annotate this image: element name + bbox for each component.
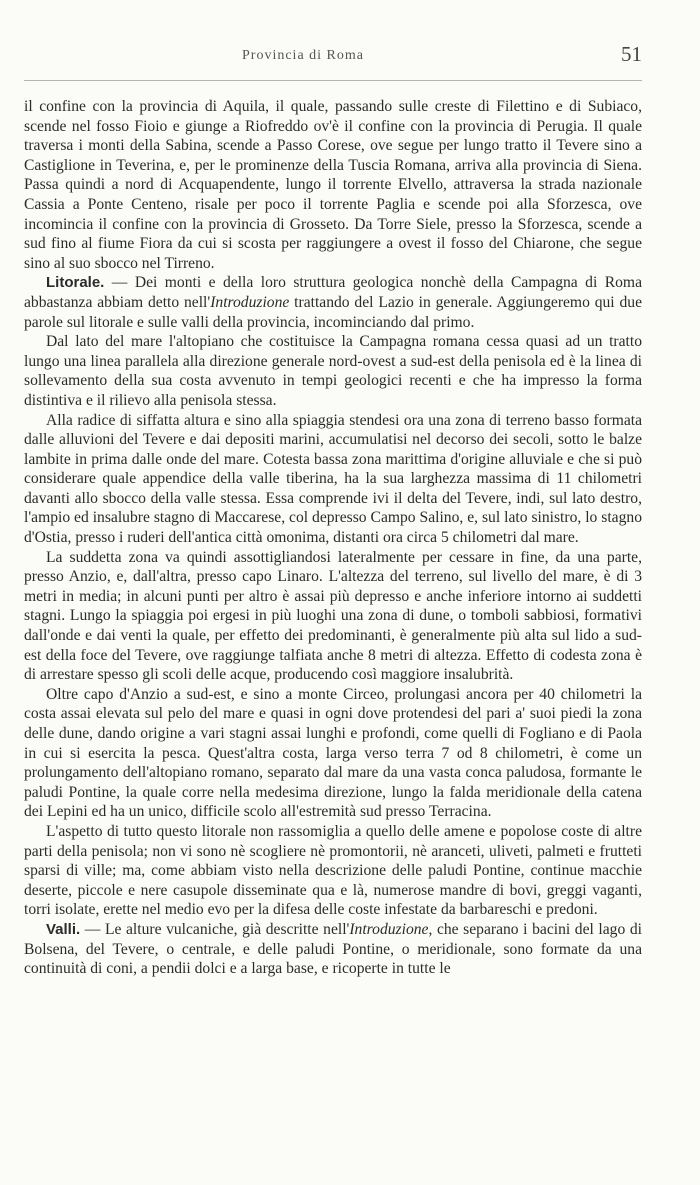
paragraph [24, 822, 642, 920]
section-heading: Valli. [46, 920, 81, 938]
paragraph-text: — Le alture vulcaniche, già descritte nell' [80, 920, 350, 938]
paragraph-text: Dal lato del mare l'altopiano che costituisce la Campagna romana cessa quasi ad un tratto lungo una linea parallela alla direzione generale nord-ovest a sud-est della penisola ed è la linea di sollevamento della sua costa avvenuto in tempi geologici recenti e che ha impresso la forma distintiva e il rilievo alla penisola stessa. [24, 333, 642, 409]
paragraph-text: , che separano i bacini del lago di Bolsena, del Tevere, o centrale, e delle paludi Pontine, o meridionale, sono formate da una continuità di coni, a pendii dolci e a larga base, e ricoperte in tutte le [24, 920, 642, 978]
page-number: 51 [621, 42, 642, 66]
paragraph [24, 273, 642, 332]
paragraph-text: — Dei monti e della loro struttura geologica nonchè della Campagna di Roma abbastanza abbiam detto nell' [24, 274, 642, 311]
running-title: Provincia di Roma [242, 48, 364, 63]
paragraph-text: La suddetta zona va quindi assottigliandosi lateralmente per cessare in fine, da una parte, presso Anzio, e, dall'altra, presso capo Linaro. L'altezza del terreno, sul livello del mare, è di 3 metri in media; in alcuni punti per altro è assai più depresso e anche inferiore intorno ai suddetti stagni. Lungo la spiaggia poi ergesi in più luoghi una zona di dune, o tomboli sabbiosi, formativi dall'onde e dai venti la quale, per effetto dei predominanti, è generalmente più alta sul lido a sud-est della foce del Tevere, ove raggiunge talfiata anche 8 metri di altezza. Effetto di codesta zona è di arrestare spesso gli scoli delle acque, producendo così maggiore insalubrità. [24, 548, 642, 684]
paragraph [24, 548, 642, 685]
paragraph [24, 920, 642, 979]
paragraph-text: il confine con la provincia di Aquila, il quale, passando sulle creste di Filettino e di Subiaco, scende nel fosso Fioio e giunge a Riofreddo ov'è il confine con la provincia di Perugia. Il quale traversa i monti della Sabina, scende a Passo Corese, ove segue per lungo tratto il Tevere sino a Castiglione in Teverina, e, per le prominenze della Tuscia Romana, arriva alla provincia di Siena. Passa quindi a nord di Acquapendente, lungo il torrente Elvello, attraversa la strada nazionale Cassia a Ponte Centeno, risale per poco il torrente Paglia e scende poi alla Sforzesca, ove incomincia il confine con la provincia di Grosseto. Da Torre Siele, presso la Sforzesca, scende a sud fino al fiume Fiora da cui si scosta per raggiungere a ovest il fosso del Chiarone, che segue sino al suo sbocco nel Tirreno. [24, 98, 642, 272]
italic-text: Introduzione [349, 920, 429, 938]
body-text [24, 97, 642, 979]
paragraph-text: Oltre capo d'Anzio a sud-est, e sino a monte Circeo, prolungasi ancora per 40 chilometri la costa assai elevata sul pelo del mare e quasi in ogni dove protendesi del pari a' suoi piedi la zona delle dune, dando origine a vari stagni assai lunghi e profondi, come quelli di Fogliano e di Paola in cui si esercita la pesca. Quest'altra costa, larga verso terra 7 od 8 chilometri, è come un prolungamento dell'altopiano romano, separato dal mare da una vasta conca paludosa, formante le paludi Pontine, la quale corre nella medesima direzione, lungo la falda meridionale della catena dei Lepini ed ha un unico, difficile scolo all'estremità sud presso Terracina. [24, 685, 642, 821]
italic-text: Introduzione [210, 293, 290, 311]
paragraph-text: trattando del Lazio in generale. Aggiungeremo qui due parole sul litorale e sulle valli della provincia, incominciando dal primo. [24, 293, 642, 331]
paragraph [24, 332, 642, 410]
paragraph [24, 97, 642, 273]
paragraph [24, 411, 642, 548]
section-heading: Litorale. [46, 274, 105, 292]
book-page [0, 40, 700, 1185]
paragraph-text: Alla radice di siffatta altura e sino alla spiaggia stendesi ora una zona di terreno basso formata dalle alluvioni del Tevere e dai depositi marini, accumulatisi nel decorso dei secoli, sotto le balze lambite in prima dalle onde del mare. Cotesta bassa zona marittima d'origine alluviale e che si può considerare quale appendice della valle tiberina, ha la sua larghezza massima di 11 chilometri davanti allo sbocco della valle stessa. Essa comprende ivi il delta del Tevere, indi, sul lato destro, l'ampio ed insalubre stagno di Maccarese, col depresso Campo Salino, e, sul lato sinistro, lo stagno d'Ostia, presso i ruderi dell'antica città omonima, distanti ora circa 5 chilometri dal mare. [24, 411, 642, 547]
paragraph [24, 685, 642, 822]
page-header [24, 40, 642, 81]
paragraph-text: L'aspetto di tutto questo litorale non rassomiglia a quello delle amene e popolose coste di altre parti della penisola; non vi sono nè scogliere nè promontorii, nè aranceti, uliveti, palmeti e frutteti sparsi di ville; ma, come abbiam visto nella descrizione delle paludi Pontine, continue macchie deserte, piccole e nere casupole disseminate qua e là, numerose mandre di bovi, greggi vaganti, torri isolate, erette nel medio evo per la difesa delle coste infestate da barbareschi e predoni. [24, 822, 642, 919]
